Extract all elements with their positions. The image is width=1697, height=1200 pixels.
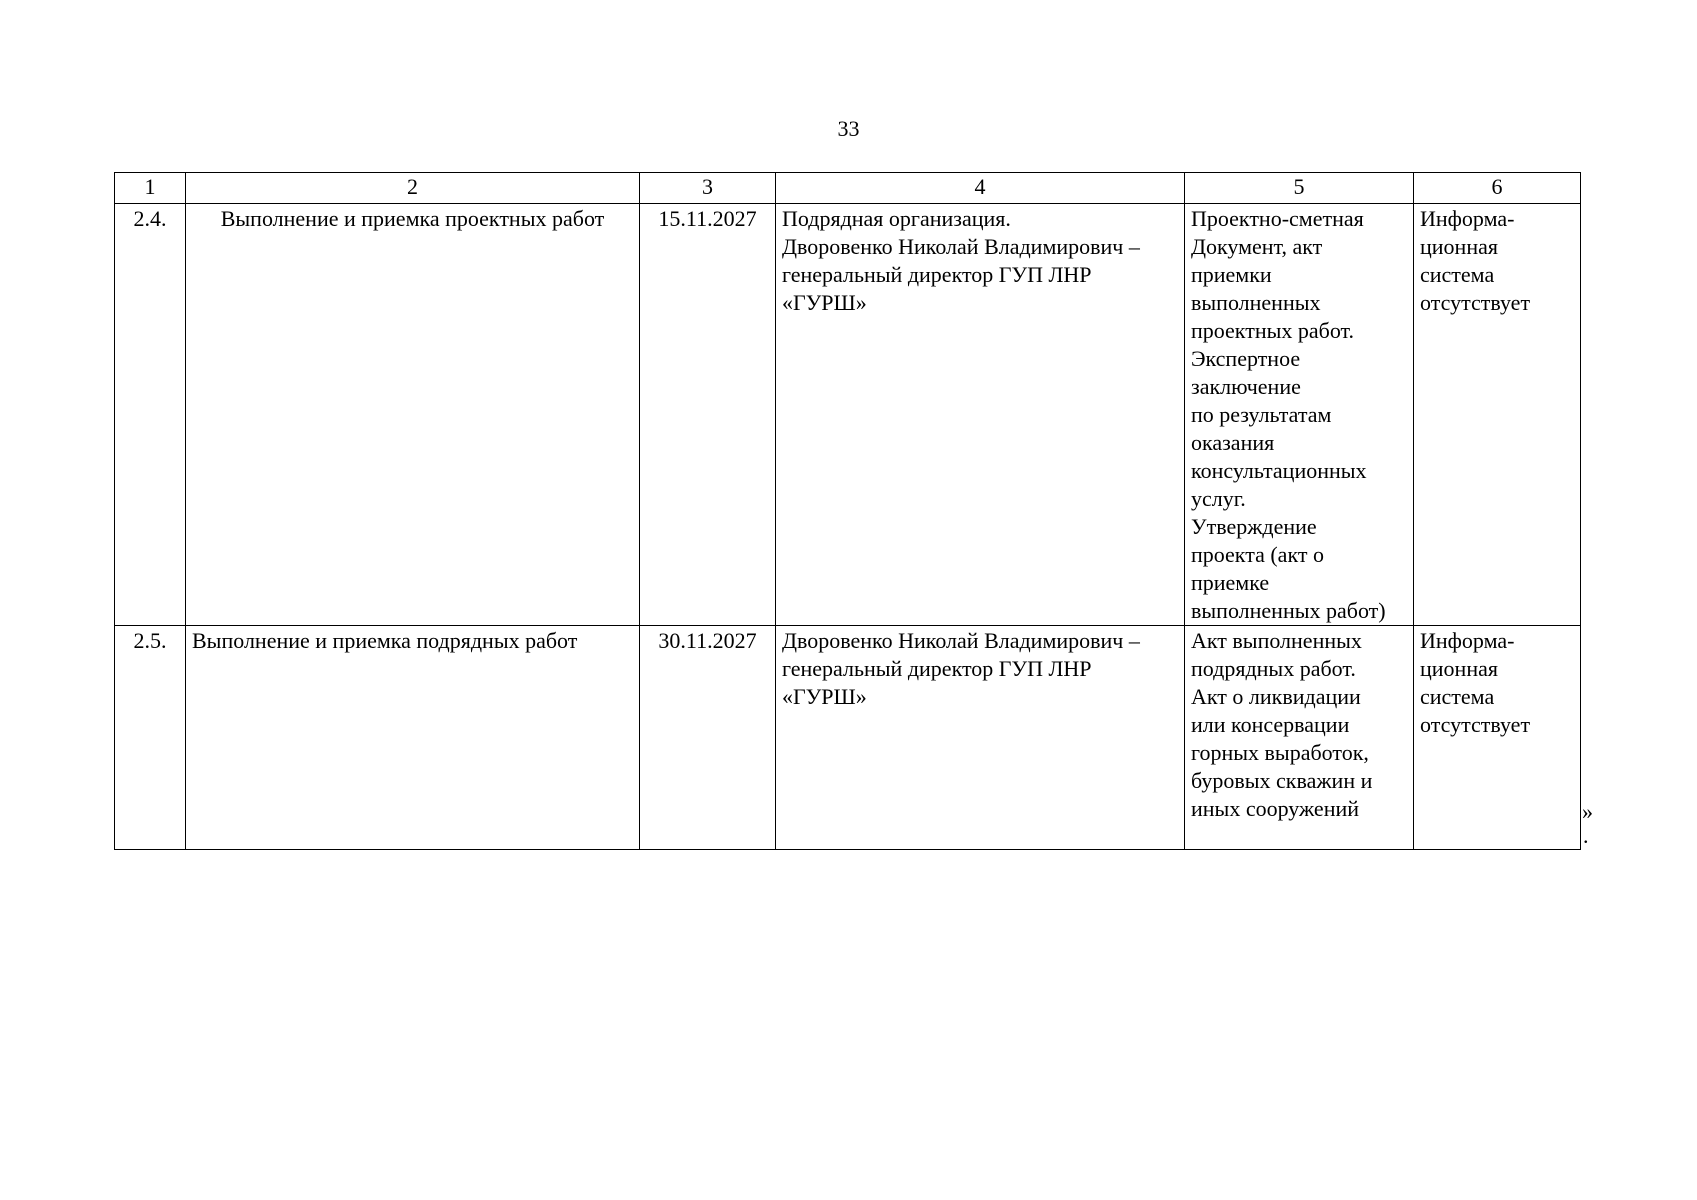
table-header-row (115, 173, 1581, 204)
column-header-1: 1 (115, 173, 186, 204)
table-row (115, 626, 1581, 850)
table-row (115, 204, 1581, 626)
closing-dot: . (1583, 823, 1589, 848)
information-system: Информа- ционная система отсутствует (1414, 204, 1581, 626)
column-header-3: 3 (640, 173, 776, 204)
deadline-date: 15.11.2027 (640, 204, 776, 626)
column-header-5: 5 (1185, 173, 1414, 204)
result-document: Проектно-сметная Документ, акт приемки выполненных проектных работ. Экспертное заключение по результатам оказания консультационных услуг. Утверждение проекта (акт о приемке выполненных работ) (1185, 204, 1414, 626)
activity-title: Выполнение и приемка подрядных работ (186, 626, 640, 850)
closing-quote: » (1582, 799, 1593, 824)
information-system: Информа- ционная система отсутствует (1414, 626, 1581, 850)
row-number: 2.4. (115, 204, 186, 626)
page-number: 33 (837, 116, 860, 141)
plan-table (114, 172, 1581, 850)
column-header-4: 4 (776, 173, 1185, 204)
deadline-date: 30.11.2027 (640, 626, 776, 850)
result-document: Акт выполненных подрядных работ. Акт о ликвидации или консервации горных выработок, буровых скважин и иных сооружений (1185, 626, 1414, 850)
column-header-2: 2 (186, 173, 640, 204)
row-number: 2.5. (115, 626, 186, 850)
responsible-person: Подрядная организация. Дворовенко Николай Владимирович – генеральный директор ГУП ЛНР «ГУРШ» (776, 204, 1185, 626)
column-header-6: 6 (1414, 173, 1581, 204)
responsible-person: Дворовенко Николай Владимирович – генеральный директор ГУП ЛНР «ГУРШ» (776, 626, 1185, 850)
activity-title: Выполнение и приемка проектных работ (186, 204, 640, 626)
